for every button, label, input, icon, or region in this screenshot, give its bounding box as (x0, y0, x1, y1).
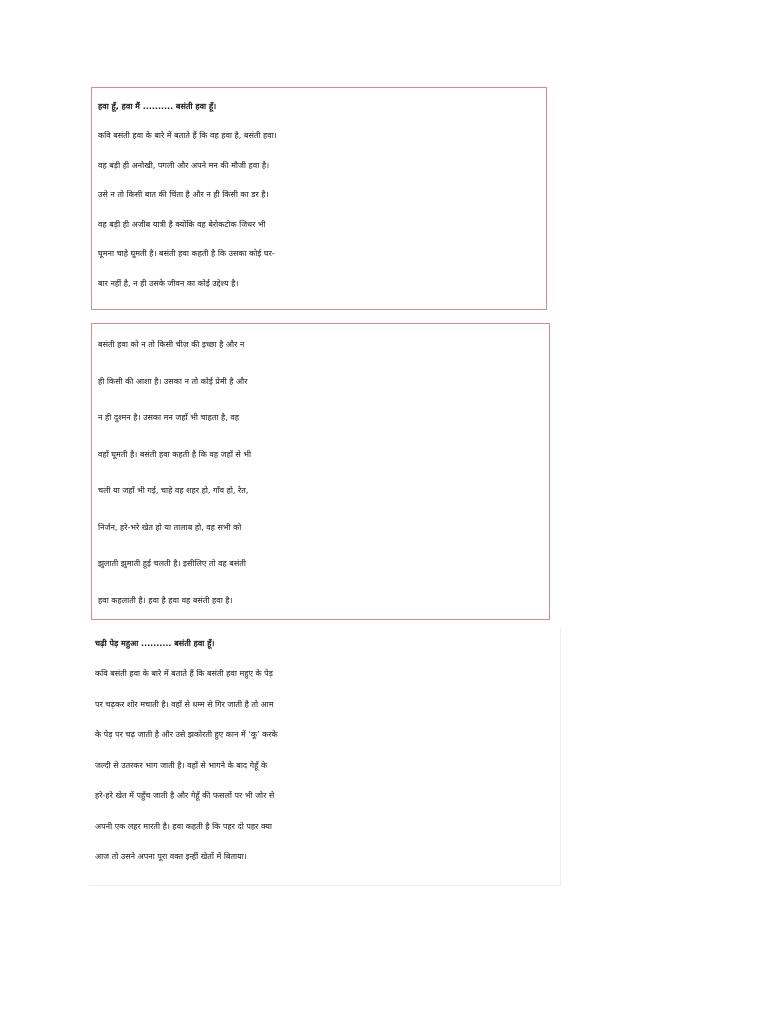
text-line: आज तो उसने अपना पूरा वक्त इन्हीं खेतों में बिताया। (95, 852, 247, 861)
stanza-explanation-1 (91, 87, 547, 310)
text-line: कवि बसंती हवा के बारे में बताते हैं कि बसंती हवा महुए के पेड़ (95, 669, 273, 678)
text-line: उसे न तो किसी बात की चिंता है और न ही किसी का डर है। (98, 190, 269, 199)
text-line: बसंती हवा को न तो किसी चीज़ की इच्छा है और न (98, 340, 245, 349)
stanza-explanation-3 (89, 627, 561, 886)
text-line: वहाँ घूमती है। बसंती हवा कहती है कि वह जहाँ से भी (98, 449, 252, 459)
stanza-explanation-2 (91, 323, 550, 620)
text-line: वह बड़ी ही अनोखी, पगली और अपने मन की मौजी हवा है। (98, 160, 270, 170)
text-line: के पेड़ पर चढ़ जाती है और उसे झकोरती हुए कान में ‘कू’ करके (95, 730, 278, 739)
text-line: वह बड़ी ही अजीब यात्री है क्योंकि वह बेरोकटोक जिधर भी (98, 219, 266, 229)
stanza-heading: हवा हूँ, हवा मैं .......... बसंती हवा हूँ। (98, 102, 217, 111)
text-line: हवा कहलाती है। हवा है हवा वह बसंती हवा है। (98, 595, 233, 605)
text-line: कवि बसंती हवा के बारे में बताते हैं कि वह हवा है, बसंती हवा। (98, 131, 277, 140)
text-line: घूमना चाहे घूमती है। बसंती हवा कहती है कि उसका कोई घर- (98, 249, 275, 258)
text-line: जल्दी से उतरकर भाग जाती है। वहाँ से भागने के बाद गेहूँ के (95, 760, 268, 770)
text-line: ही किसी की आशा है। उसका न तो कोई प्रेमी है और (98, 376, 248, 386)
text-line: न ही दुश्मन है। उसका मन जहाँ भी चाहता है, वह (98, 413, 240, 422)
text-line: अपनी एक लहर मारती है। हवा कहती है कि पहर दो पहर क्या (95, 821, 272, 831)
text-line: निर्जन, हरे-भरे खेत हो या तालाब हो, वह सभी को (98, 522, 242, 532)
text-line: चली या जहाँ भी गई, चाहे वह शहर हो, गाँव हो, रेत, (98, 486, 249, 495)
text-line: पर चढ़कर शोर मचाती है। वहाँ से धम्म से गिर जाती है तो आम (95, 699, 274, 709)
stanza-heading: चढ़ी पेड़ महुआ .......... बसंती हवा हूँ। (95, 639, 215, 648)
text-line: झुलाती झुमाती हुई चलती है। इसीलिए तो वह बसंती (98, 559, 246, 568)
text-line: बार नहीं है, न ही उसके जीवन का कोई उद्देश्य है। (98, 278, 239, 288)
text-line: हरे-हरे खेत में पहुँच जाती है और गेहूँ की फसलों पर भी जोर से (95, 791, 275, 800)
